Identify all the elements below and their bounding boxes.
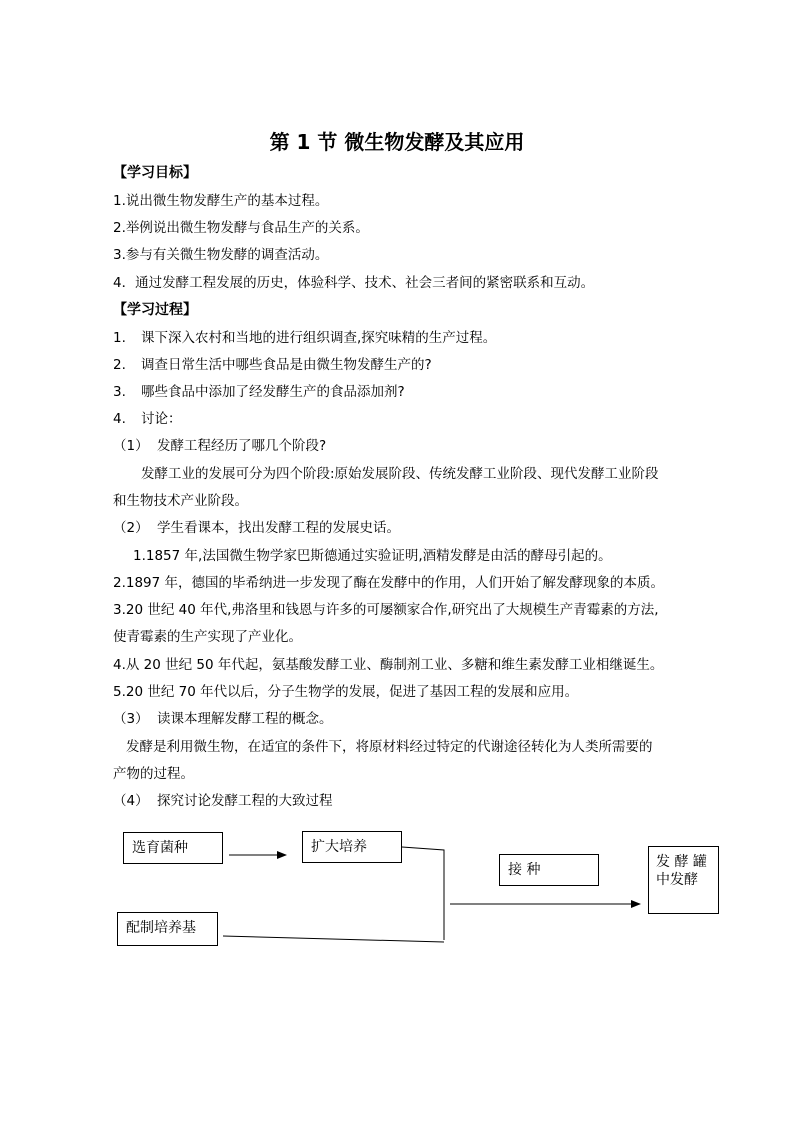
- process-item-number: 3.: [113, 384, 126, 400]
- question-number: （4）: [113, 793, 149, 809]
- question-text: 发酵工程经历了哪几个阶段?: [157, 438, 327, 454]
- process-item-text: 调查日常生活中哪些食品是由微生物发酵生产的?: [141, 357, 432, 373]
- answer-text: 产物的过程。: [113, 766, 194, 782]
- fermenter-label-line2: 中发酵: [656, 872, 698, 888]
- question-number: （2）: [113, 520, 149, 536]
- process-item-number: 1.: [113, 330, 126, 346]
- process-item-number: 4.: [113, 411, 126, 427]
- question-text: 学生看课本，找出发酵工程的发展史话。: [157, 520, 400, 536]
- process-heading: 【学习过程】: [113, 302, 197, 318]
- history-item: 5.20 世纪 70 年代以后，分子生物学的发展，促进了基因工程的发展和应用。: [113, 684, 579, 700]
- flow-box-select-strain: 选育菌种: [123, 832, 223, 864]
- process-item-text: 哪些食品中添加了经发酵生产的食品添加剂?: [141, 384, 405, 400]
- question-text: 探究讨论发酵工程的大致过程: [157, 793, 333, 809]
- connector-scale-up: [402, 847, 444, 940]
- history-item: 3.20 世纪 40 年代,弗洛里和钱恩与许多的可屡额家合作,研究出了大规模生产青霉素的方法,: [113, 602, 659, 618]
- answer-text: 和生物技术产业阶段。: [113, 493, 248, 509]
- flow-box-scale-up: 扩大培养: [302, 831, 402, 863]
- objective-item: 1.说出微生物发酵生产的基本过程。: [113, 193, 329, 209]
- objective-item: 2.举例说出微生物发酵与食品生产的关系。: [113, 220, 369, 236]
- objective-item: 4．通过发酵工程发展的历史，体验科学、技术、社会三者间的紧密联系和互动。: [113, 275, 595, 291]
- objectives-heading: 【学习目标】: [113, 165, 197, 181]
- page-title: 第 1 节 微生物发酵及其应用: [269, 130, 525, 154]
- process-item-text: 讨论：: [141, 411, 182, 427]
- process-item-number: 2.: [113, 357, 126, 373]
- answer-text: 发酵工业的发展可分为四个阶段:原始发展阶段、传统发酵工业阶段、现代发酵工业阶段: [141, 466, 659, 482]
- answer-text: 发酵是利用微生物，在适宜的条件下，将原材料经过特定的代谢途径转化为人类所需要的: [126, 739, 653, 755]
- question-number: （3）: [113, 711, 149, 727]
- flow-box-prepare-medium: 配制培养基: [117, 912, 218, 946]
- process-item-text: 课下深入农村和当地的进行组织调查,探究味精的生产过程。: [141, 330, 497, 346]
- fermenter-label-line1: 发 酵 罐: [656, 854, 707, 870]
- flow-box-inoculate: 接 种: [499, 854, 599, 886]
- history-item: 4.从 20 世纪 50 年代起，氨基酸发酵工业、酶制剂工业、多糖和维生素发酵工业相继诞生。: [113, 657, 664, 673]
- question-text: 读课本理解发酵工程的概念。: [157, 711, 333, 727]
- history-item: 1.1857 年,法国微生物学家巴斯德通过实验证明,酒精发酵是由活的酵母引起的。: [133, 548, 612, 564]
- history-item: 2.1897 年，德国的毕希纳进一步发现了酶在发酵中的作用，人们开始了解发酵现象的本质。: [113, 575, 665, 591]
- question-number: （1）: [113, 438, 149, 454]
- history-item: 使青霉素的生产实现了产业化。: [113, 629, 302, 645]
- flow-box-fermenter: [648, 846, 719, 914]
- connector-medium: [223, 936, 444, 942]
- objective-item: 3.参与有关微生物发酵的调查活动。: [113, 247, 329, 263]
